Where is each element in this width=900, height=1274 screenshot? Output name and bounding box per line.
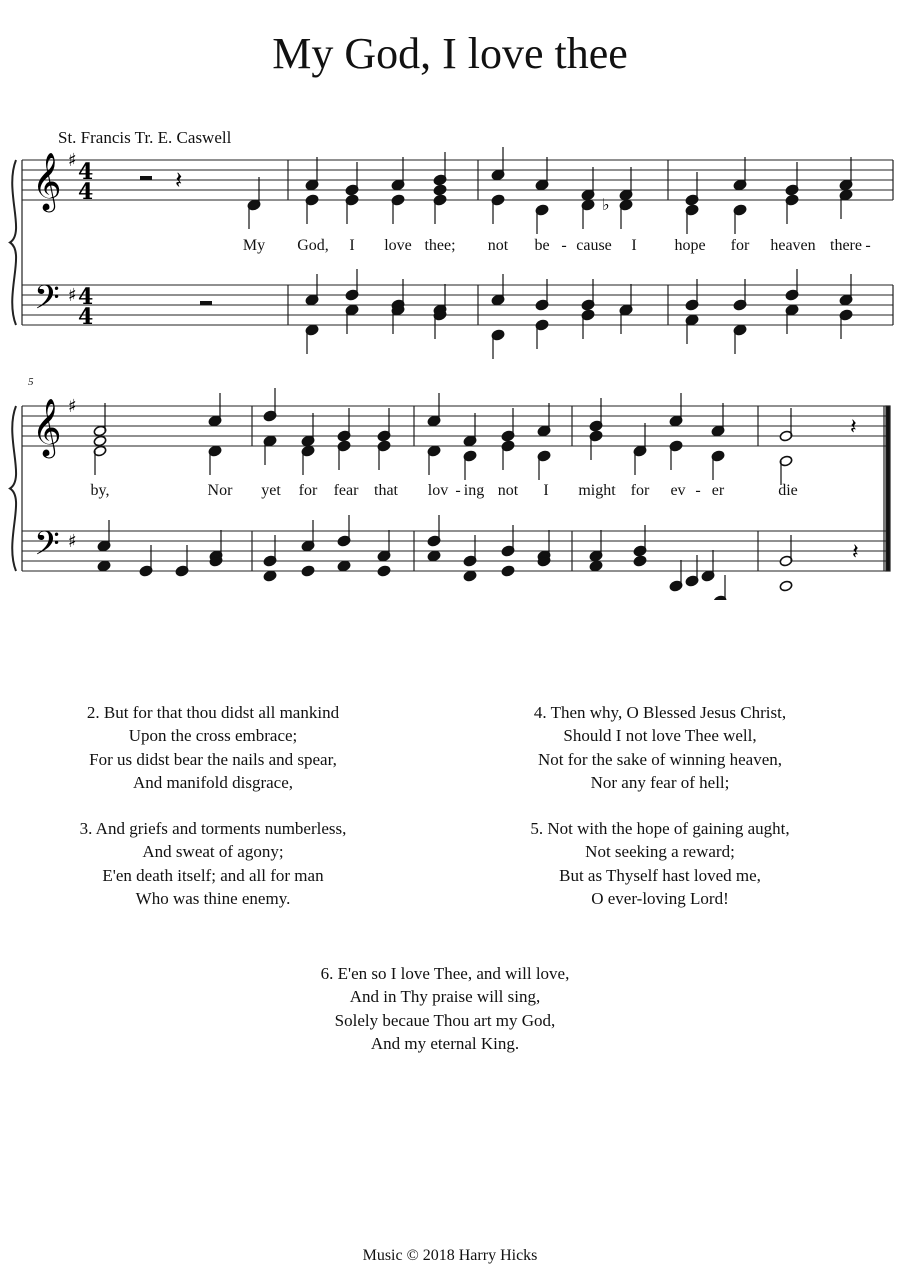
text-credit: St. Francis Tr. E. Caswell xyxy=(58,128,232,147)
barlines xyxy=(22,160,893,571)
lyric-syllable: Nor xyxy=(207,482,233,499)
verse-line: 2. But for that thou didst all mankind xyxy=(86,703,340,722)
lyric-syllable: er xyxy=(711,482,725,499)
note-head xyxy=(377,565,391,577)
time-signature-bottom: 4 xyxy=(78,304,94,330)
verse-line: And my eternal King. xyxy=(370,1033,520,1053)
lyric-syllable: - xyxy=(455,482,461,499)
quarter-rest-icon: 𝄽 xyxy=(850,415,857,440)
note-head xyxy=(93,435,107,447)
verse-3 xyxy=(58,817,368,910)
lyric-syllable: - xyxy=(561,237,567,254)
verse-line: O ever-loving Lord! xyxy=(591,888,729,908)
lyric-syllable: heaven xyxy=(770,237,816,254)
verse-5 xyxy=(505,817,815,910)
verse-line: Should I not love Thee well, xyxy=(563,726,757,746)
bass-clef-icon: 𝄢 xyxy=(34,279,60,325)
sharp-icon: ♯ xyxy=(68,285,77,306)
lyric-syllable: that xyxy=(374,482,398,499)
note-head xyxy=(501,565,515,577)
verse-line: 4. Then why, O Blessed Jesus Christ, xyxy=(533,703,787,722)
verse-line: Nor any fear of hell; xyxy=(590,772,730,792)
measure-number: 5 xyxy=(28,376,34,388)
lyric-syllable: God, xyxy=(297,237,329,254)
lyric-syllable: I xyxy=(543,482,549,499)
sharp-icon: ♯ xyxy=(68,396,77,417)
sharp-icon: ♯ xyxy=(68,531,77,552)
lyric-syllable: ev xyxy=(670,482,686,499)
treble-clef-icon: 𝄞 xyxy=(32,152,62,210)
lyric-syllable: fear xyxy=(333,482,359,499)
brace xyxy=(10,406,16,571)
verse-line: Upon the cross embrace; xyxy=(128,726,298,746)
verse-line: For us didst bear the nails and spear, xyxy=(89,749,337,769)
lyric-syllable: not xyxy=(497,482,519,499)
lyric-syllable: love xyxy=(384,237,412,254)
time-signature-top: 4 xyxy=(78,284,94,310)
note-head xyxy=(433,184,447,196)
verse-line: Solely becaue Thou art my God, xyxy=(334,1010,556,1030)
verse-line: Who was thine enemy. xyxy=(135,888,291,908)
verse-line: 6. E'en so I love Thee, and will love, xyxy=(320,964,570,983)
staff-lines xyxy=(10,160,893,571)
lyric-syllable: thee; xyxy=(424,237,456,254)
lyric-syllable: be xyxy=(534,237,550,254)
verse-line: Not for the sake of winning heaven, xyxy=(537,749,783,769)
verse-line: Not seeking a reward; xyxy=(585,842,735,862)
note-head xyxy=(337,560,351,572)
notes xyxy=(90,147,853,600)
note-head xyxy=(463,570,477,582)
footer-copyright: Music © 2018 Harry Hicks xyxy=(362,1247,538,1264)
music-score xyxy=(0,0,900,600)
verse-line: 5. Not with the hope of gaining aught, xyxy=(530,819,790,838)
verse-2 xyxy=(58,701,368,794)
lyric-syllable: for xyxy=(630,482,650,499)
verse-4 xyxy=(505,701,815,794)
note-head xyxy=(427,550,441,562)
verse-6 xyxy=(290,962,600,1055)
time-signature-bottom: 4 xyxy=(78,179,94,205)
half-rest-icon xyxy=(200,301,212,305)
final-barline-thick xyxy=(886,406,890,571)
lyric-syllable: hope xyxy=(674,237,706,254)
verse-line: And in Thy praise will sing, xyxy=(349,987,541,1007)
lyric-syllable: might xyxy=(578,482,616,499)
lyric-syllable: there xyxy=(830,237,862,254)
flat-icon: ♭ xyxy=(602,195,610,214)
note-head xyxy=(263,570,277,582)
half-rest-icon xyxy=(140,176,152,180)
lyric-syllable: die xyxy=(778,482,798,499)
quarter-rest-icon: 𝄽 xyxy=(175,166,183,194)
note-head xyxy=(633,555,647,567)
verse-line: And sweat of agony; xyxy=(142,842,284,862)
sharp-icon: ♯ xyxy=(68,150,77,171)
lyric-syllable: - xyxy=(695,482,701,499)
lyric-syllable: yet xyxy=(261,482,281,499)
lyric-syllable: My xyxy=(242,237,266,254)
note-head xyxy=(97,560,111,572)
lyric-syllable: ing xyxy=(463,482,485,499)
treble-clef-icon: 𝄞 xyxy=(32,398,62,456)
time-signature-top: 4 xyxy=(78,159,94,185)
note-head xyxy=(301,565,315,577)
lyric-syllable: cause xyxy=(576,237,612,254)
verse-line: 3. And griefs and torments numberless, xyxy=(79,819,347,838)
bass-clef-icon: 𝄢 xyxy=(34,525,60,571)
brace xyxy=(10,160,16,325)
lyric-syllable: I xyxy=(349,237,355,254)
note-head xyxy=(779,580,793,592)
note-head xyxy=(589,560,603,572)
page-title: My God, I love thee xyxy=(272,29,628,78)
verse-line: And manifold disgrace, xyxy=(132,772,294,792)
lyric-syllable: - xyxy=(865,237,871,254)
verse-line: E'en death itself; and all for man xyxy=(102,865,324,885)
lyric-syllable: for xyxy=(298,482,318,499)
lyric-syllable: by, xyxy=(90,482,110,499)
lyric-syllable: I xyxy=(631,237,637,254)
lyric-syllable: lov xyxy=(427,482,449,499)
quarter-rest-icon: 𝄽 xyxy=(852,540,859,565)
verse-line: But as Thyself hast loved me, xyxy=(559,865,761,885)
lyric-syllable: for xyxy=(730,237,750,254)
lyric-syllable: not xyxy=(487,237,509,254)
